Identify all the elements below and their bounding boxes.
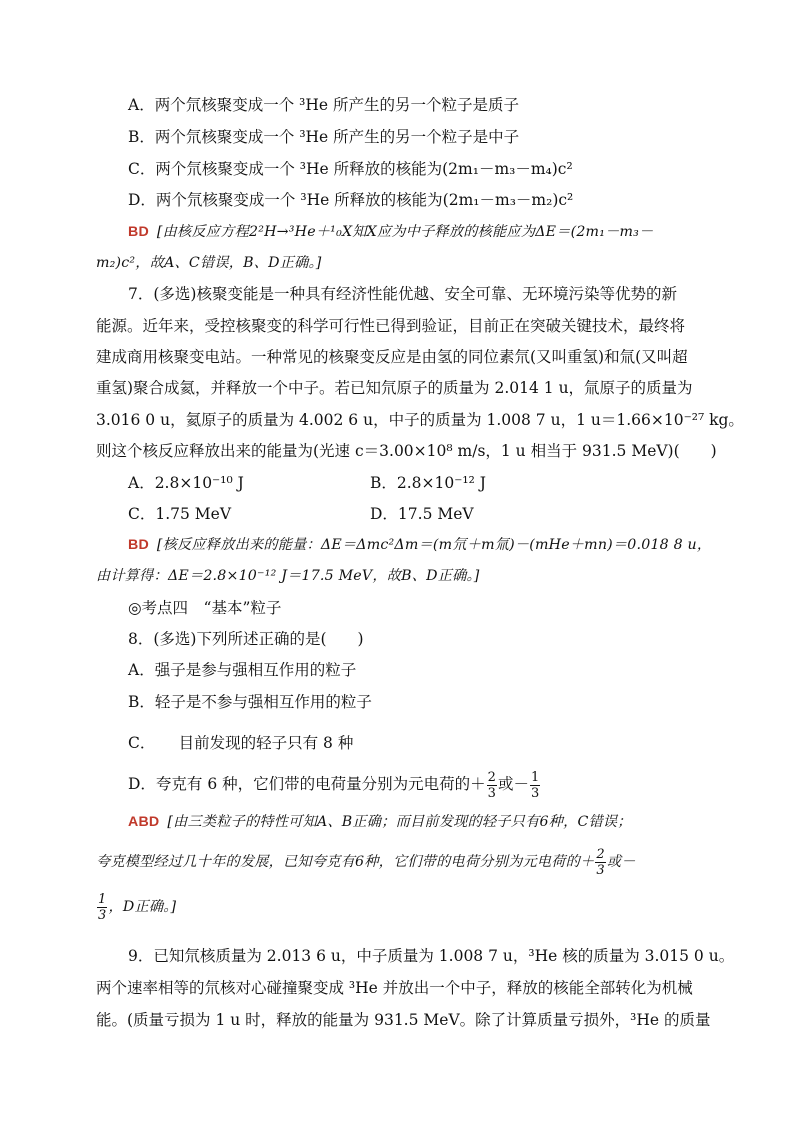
q6-option-d: D．两个氘核聚变成一个 ³He 所释放的核能为(2m₁－m₃－m₂)c²	[128, 191, 574, 209]
q7-stem-line4: 重氢)聚合成氦，并释放一个中子。若已知氘原子的质量为 2.014 1 u，氚原子的质量为	[96, 379, 693, 397]
fraction-numerator: 2	[487, 769, 496, 785]
q7-answer: BD	[128, 537, 149, 553]
q9-stem-line2: 两个速率相等的氘核对心碰撞聚变成 ³He 并放出一个中子，释放的核能全部转化为机械	[96, 979, 693, 997]
fraction-numerator: 1	[530, 769, 540, 785]
fraction-one-third	[97, 892, 107, 923]
q7-solution-line1	[128, 535, 711, 555]
q8-solution-line2	[96, 845, 636, 879]
q6-answer: BD	[128, 224, 149, 240]
section-heading: ◎考点四 “基本”粒子	[128, 599, 282, 617]
q6-option-b: B．两个氘核聚变成一个 ³He 所产生的另一个粒子是中子	[128, 128, 520, 146]
fraction-denominator: 3	[98, 907, 107, 923]
fraction-denominator: 3	[487, 785, 496, 801]
q9-stem-line1: 9．已知氘核质量为 2.013 6 u，中子质量为 1.008 7 u，³He 核的质量为 3.015 0 u。	[128, 947, 735, 965]
q7-solution-line2: 由计算得：ΔE＝2.8×10⁻¹² J＝17.5 MeV，故B、D正确。]	[96, 568, 480, 584]
fraction-numerator: 2	[596, 846, 605, 862]
q6-option-a: A．两个氘核聚变成一个 ³He 所产生的另一个粒子是质子	[128, 96, 519, 114]
q7-option-b: B．2.8×10⁻¹² J	[370, 474, 487, 492]
q8-option-d-text: D．夸克有 6 种，它们带的电荷量分别为元电荷的＋	[128, 775, 486, 793]
q8-stem: 8．(多选)下列所述正确的是( )	[128, 630, 364, 648]
q7-stem-line3: 建成商用核聚变电站。一种常见的核聚变反应是由氢的同位素氘(又叫重氢)和氚(又叫超	[96, 348, 688, 366]
fraction-two-thirds	[595, 847, 605, 878]
q8-solution-text: [由三类粒子的特性可知A、B正确；而目前发现的轻子只有6种，C错误；	[167, 814, 632, 830]
q7-option-a: A．2.8×10⁻¹⁰ J	[128, 474, 244, 492]
fraction-two-thirds	[487, 770, 497, 801]
q8-option-c: C． 目前发现的轻子只有 8 种	[128, 734, 354, 752]
q8-solution-end: ，D正确。]	[108, 899, 177, 915]
q8-solution-or: 或－	[606, 854, 636, 870]
q6-solution-line1	[128, 222, 653, 242]
q7-option-c: C．1.75 MeV	[128, 505, 232, 523]
q8-option-a: A．强子是参与强相互作用的粒子	[128, 661, 357, 679]
q7-stem-line1: 7．(多选)核聚变能是一种具有经济性能优越、安全可靠、无环境污染等优势的新	[128, 285, 677, 303]
q9-stem-line3: 能。(质量亏损为 1 u 时，释放的能量为 931.5 MeV。除了计算质量亏损外，³He 的质量	[96, 1011, 711, 1029]
q6-solution-text: [由核反应方程2²H→³He＋¹₀X知X应为中子释放的核能应为ΔE＝(2m₁－m₃－	[156, 224, 654, 240]
q8-option-d-or: 或－	[497, 775, 529, 793]
q8-answer: ABD	[128, 814, 160, 830]
q7-stem-line5: 3.016 0 u，氦原子的质量为 4.002 6 u，中子的质量为 1.008 7 u，1 u＝1.66×10⁻²⁷ kg。	[96, 411, 744, 429]
fraction-denominator: 3	[530, 785, 540, 801]
fraction-denominator: 3	[596, 862, 605, 878]
q7-stem-line2: 能源。近年来，受控核聚变的科学可行性已得到验证，目前正在突破关键技术，最终将	[96, 317, 686, 335]
fraction-one-third	[530, 770, 540, 801]
fraction-numerator: 1	[98, 891, 107, 907]
q8-solution-line1	[128, 812, 632, 832]
q7-option-d: D．17.5 MeV	[370, 505, 474, 523]
q8-solution-text-2: 夸克模型经过几十年的发展，已知夸克有6种，它们带的电荷分别为元电荷的＋	[96, 854, 595, 870]
q8-option-d	[128, 767, 541, 801]
q7-solution-text: [核反应释放出来的能量：ΔE＝Δmc²Δm＝(m氘＋m氚)－(mHe＋mn)＝0.018 8 u，	[156, 537, 712, 553]
q8-solution-line3	[96, 890, 176, 924]
q8-option-b: B．轻子是不参与强相互作用的粒子	[128, 693, 372, 711]
q7-stem-line6: 则这个核反应释放出来的能量为(光速 c＝3.00×10⁸ m/s，1 u 相当于 931.5 MeV)( )	[96, 442, 717, 460]
q6-solution-line2: m₂)c²，故A、C错误，B、D正确。]	[96, 255, 322, 271]
q6-option-c: C．两个氘核聚变成一个 ³He 所释放的核能为(2m₁－m₃－m₄)c²	[128, 160, 573, 178]
